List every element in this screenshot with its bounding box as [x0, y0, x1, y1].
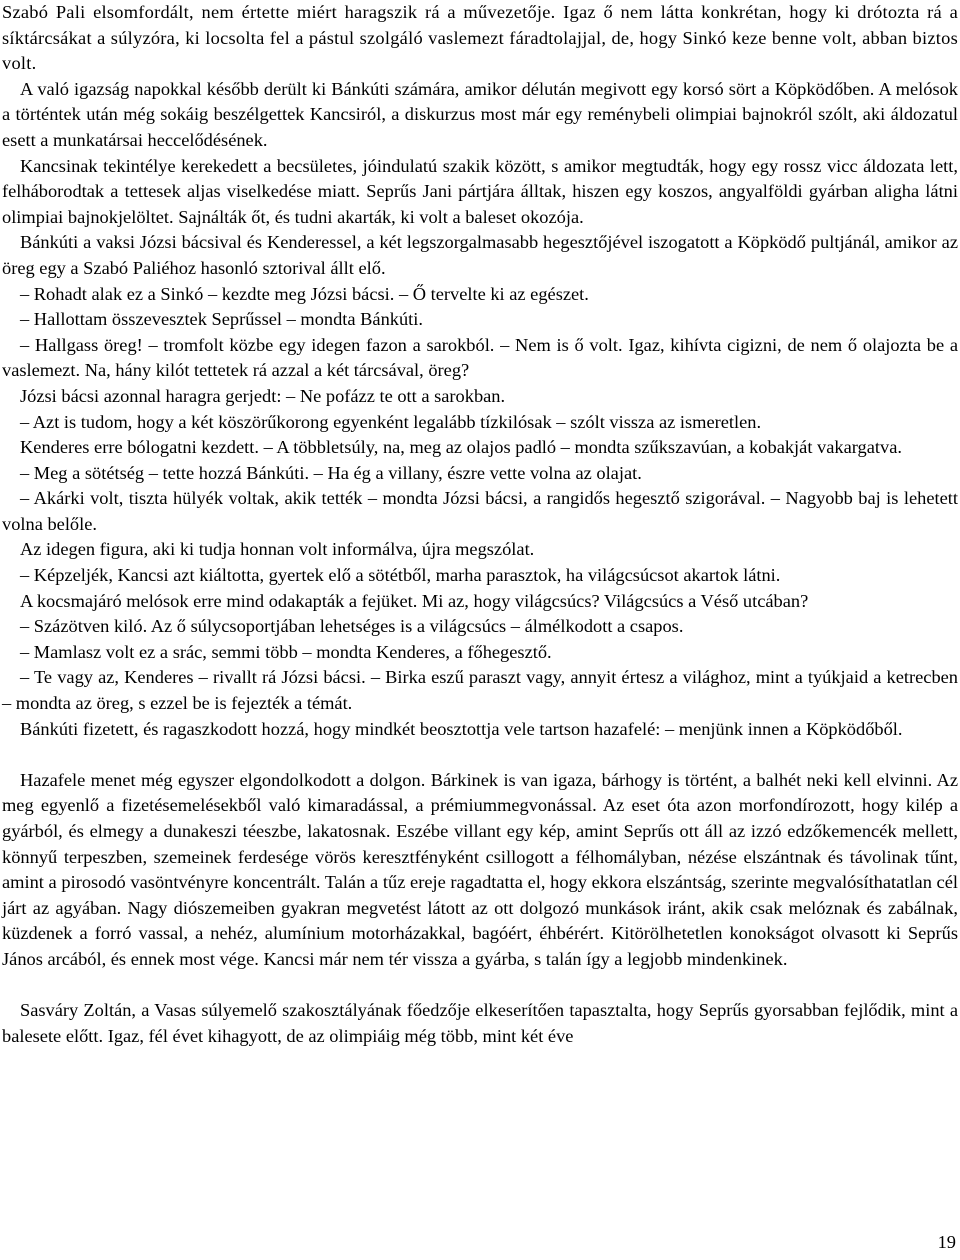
paragraph-2: A való igazság napokkal később derült ki Bánkúti számára, amikor délután megivott egy korsó sört a Köpködőben. A melósok a történtek után még sokáig beszélgettek Kancsiról, a diskurzus most már egy reménybeli olimpiai bajnokról szólt, aki áldozatul esett a munkatársai heccelődésének.: [2, 78, 958, 150]
body-text: [2, 0, 958, 1049]
paragraph-4: Bánkúti a vaksi Józsi bácsival és Kenderessel, a két legszorgalmasabb hegesztőjével iszogatott a Köpködő pultjánál, amikor az öreg egy a Szabó Paliéhoz hasonló sztorival állt elő.: [2, 232, 958, 278]
dialogue-line: – Mamlasz volt ez a srác, semmi több – mondta Kenderes, a főhegesztő.: [20, 641, 552, 662]
page-number: 19: [937, 1232, 956, 1253]
dialogue-line: – Százötven kiló. Az ő súlycsoportjában lehetséges is a világcsúcs – álmélkodott a csapos.: [20, 616, 684, 637]
paragraph-1: Szabó Pali elsomfordált, nem értette miért haragszik rá a művezetője. Igaz ő nem látta konkrétan, hogy ki drótozta rá a síktárcsákat a súlyzóra, ki locsolta fel a pástul szolgáló vaslemezt fáradtolajjal, de, hogy Sinkó keze benne volt, abban biztos volt.: [2, 2, 958, 74]
dialogue-line: – Meg a sötétség – tette hozzá Bánkúti. – Ha ég a villany, észre vette volna az olajat.: [20, 462, 642, 483]
dialogue-line: – Rohadt alak ez a Sinkó – kezdte meg Józsi bácsi. – Ő tervelte ki az egészet.: [20, 283, 589, 304]
dialogue-line: Józsi bácsi azonnal haragra gerjedt: – Ne pofázz te ott a sarokban.: [20, 385, 506, 406]
dialogue-line: – Te vagy az, Kenderes – rivallt rá Józsi bácsi. – Birka eszű paraszt vagy, annyit értesz a világhoz, mint a tyúkjaid a ketrecben – mondta az öreg, s ezzel be is fejezték a témát.: [2, 667, 958, 714]
dialogue-line: Bánkúti fizetett, és ragaszkodott hozzá, hogy mindkét beosztottja vele tartson hazafelé: – menjünk innen a Köpködőből.: [20, 718, 903, 739]
paragraph-gap: [2, 742, 958, 768]
dialogue-line: Az idegen figura, aki ki tudja honnan volt informálva, újra megszólat.: [20, 539, 535, 560]
paragraph-reflection: Hazafele menet még egyszer elgondolkodott a dolgon. Bárkinek is van igaza, bárhogy is történt, a balhét neki kell elvinni. Az meg egyenlő a fizetésemelésekből való kimaradással, a prémiummegvonással. Az eset óta azon morfondírozott, hogy kilép a gyárból, és elmegy a dunakeszi téeszbe, lakatosnak. Eszébe villant egy kép, amint Seprűs ott áll az izzó edzőkemencék mellett, könnyű terpeszben, szemeinek ferdesége vörös keresztfényként csillogott a félhomályban, nézése elszántnak és távolinak tűnt, amint a pirosodó vasöntvényre koncentrált. Talán a tűz ereje ragadtatta el, hogy ekkora elszántság, szerinte megvalósíthatatlan cél járt az agyában. Nagy diószemeiben gyakran megvetést látott az ott dolgozó munkások iránt, akik csak melóznak és zabálnak, küzdenek a forró vassal, a nehéz, alumínium motorházakkal, bagóért, éhbérért. Kitörölhetetlen konokságot olvasott ki Seprűs János arcából, és ennek most vége. Kancsi már nem tér vissza a gyárba, s talán így a legjobb mindenkinek.: [2, 769, 958, 969]
dialogue-line: Kenderes erre bólogatni kezdett. – A többletsúly, na, meg az olajos padló – mondta szűkszavúan, a kobakját vakargatva.: [20, 437, 902, 458]
paragraph-3: Kancsinak tekintélye kerekedett a becsületes, jóindulatú szakik között, s amikor megtudták, hogy egy rossz vicc áldozata lett, felháborodtak a tettesek aljas viselkedése miatt. Seprűs Jani pártjára álltak, hiszen egy koszos, angyalföldi gyárban aligha látni olimpiai bajnokjelöltet. Sajnálták őt, és tudni akarták, ki volt a baleset okozója.: [2, 155, 958, 227]
dialogue-line: – Képzeljék, Kancsi azt kiáltotta, gyertek elő a sötétből, marha parasztok, ha világcsúcsot akartok látni.: [20, 565, 781, 586]
paragraph-gap: [2, 973, 958, 999]
dialogue-line: A kocsmajáró melósok erre mind odakapták a fejüket. Mi az, hogy világcsúcs? Világcsúcs a Véső utcában?: [20, 590, 809, 611]
dialogue-line: – Akárki volt, tiszta hülyék voltak, akik tették – mondta Józsi bácsi, a rangidős hegesztő szigorával. – Nagyobb baj is lehetett volna belőle.: [2, 488, 958, 534]
dialogue-line: – Hallgass öreg! – tromfolt közbe egy idegen fazon a sarokból. – Nem is ő volt. Igaz, kihívta cigizni, de nem ő olajozta be a vaslemezt. Na, hány kilót tettetek rá azzal a két tárcsával, öreg?: [2, 334, 958, 381]
paragraph-continuation: Sasváry Zoltán, a Vasas súlyemelő szakosztályának főedzője elkeserítően tapasztalta, hogy Seprűs gyorsabban fejlődik, mint a balesete előtt. Igaz, fél évet kihagyott, de az olimpiáig még több, mint két éve: [2, 1000, 958, 1046]
dialogue-line: – Azt is tudom, hogy a két köszörűkorong egyenként legalább tízkilósak – szólt vissza az ismeretlen.: [20, 411, 762, 432]
dialogue-line: – Hallottam összevesztek Seprűssel – mondta Bánkúti.: [20, 309, 423, 330]
